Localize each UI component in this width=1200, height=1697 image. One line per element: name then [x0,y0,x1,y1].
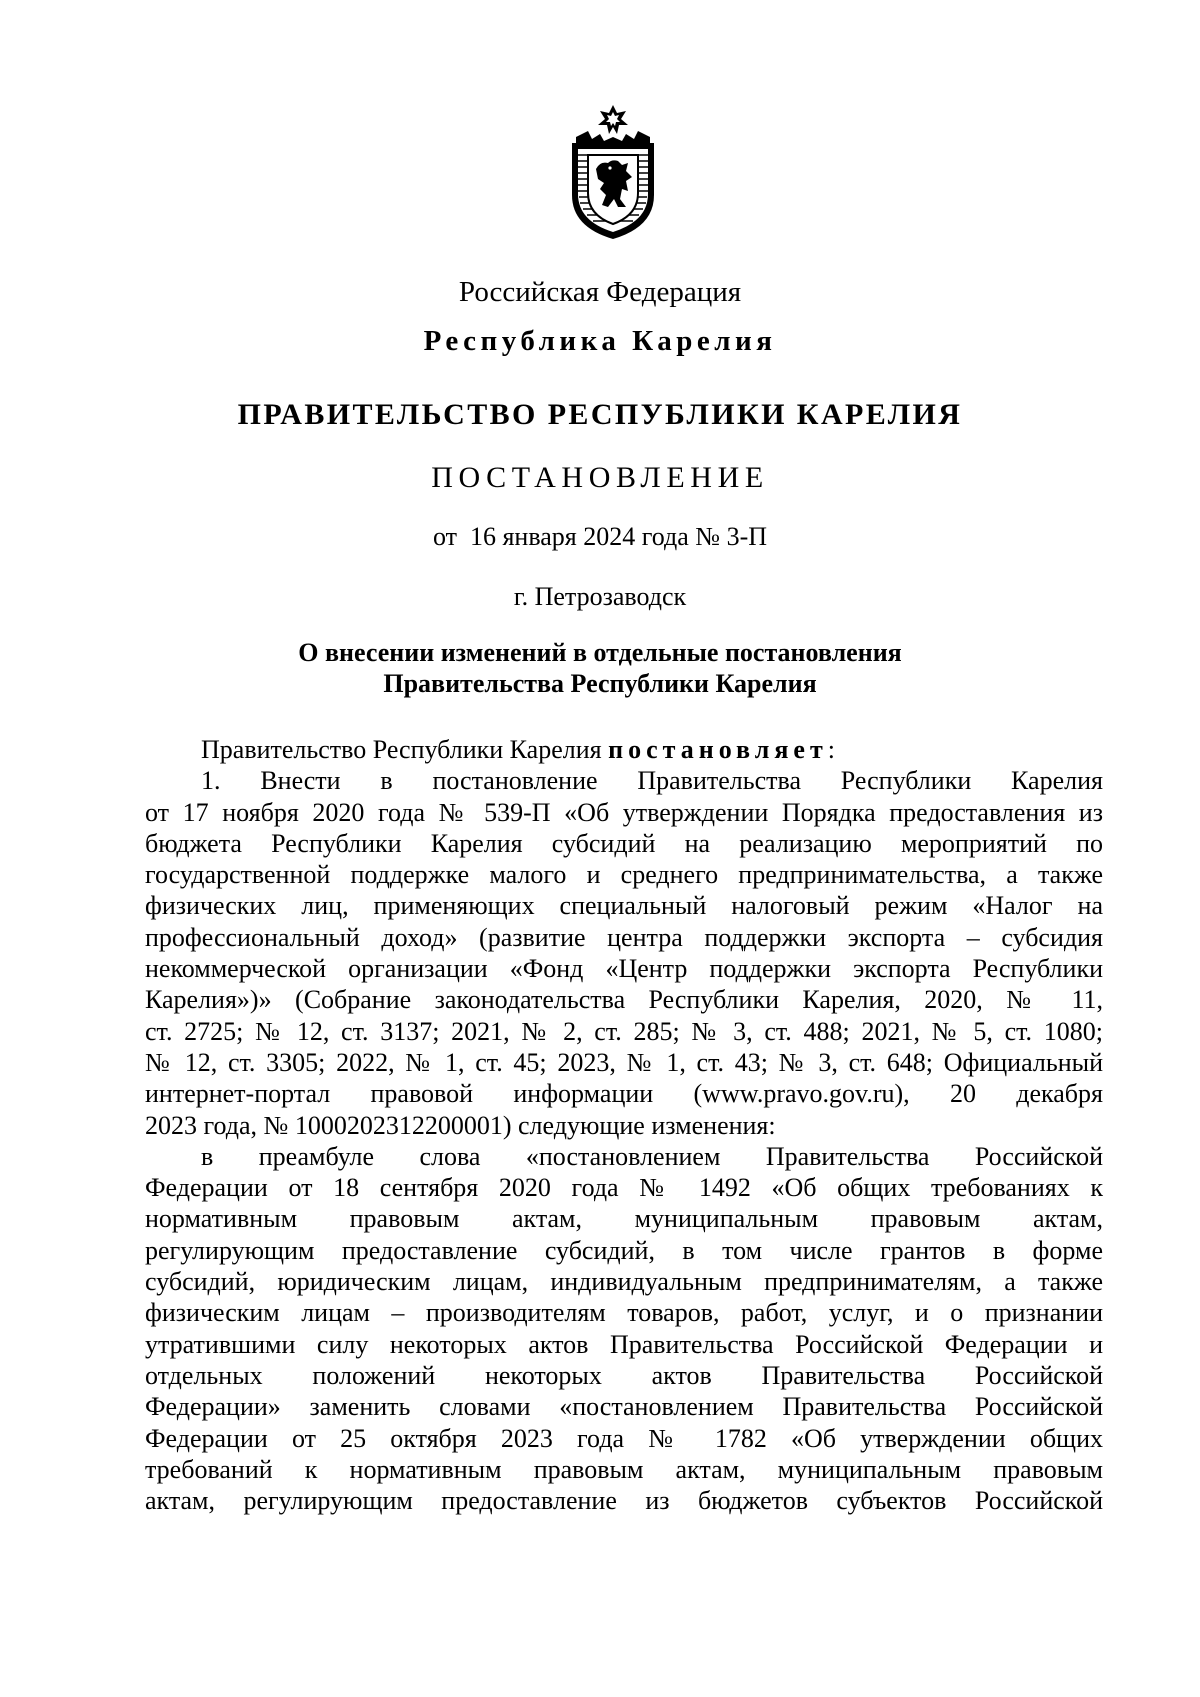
paragraph-line: государственной поддержке малого и среднего предпринимательства, а также [145,860,1103,890]
intro-paragraph [145,734,1103,765]
paragraph-line: субсидий, юридическим лицам, индивидуальным предпринимателям, а также [145,1267,1103,1297]
document-body [145,734,1103,1516]
paragraph-line: нормативным правовым актам, муниципальным правовым актам, [145,1204,1103,1234]
intro-suffix: : [827,735,835,764]
country-name: Российская Федерация [458,276,742,308]
document-type: ПОСТАНОВЛЕНИЕ [431,461,769,494]
paragraph-line: регулирующим предоставление субсидий, в том числе грантов в форме [145,1235,1103,1265]
paragraph-line: от 17 ноября 2020 года № 539-П «Об утверждении Порядка предоставления из [145,797,1103,827]
republic-name: Республика Карелия [423,325,777,357]
document-title-line: Правительства Республики Карелия [383,669,817,698]
paragraph-line: Федерации от 25 октября 2023 года № 1782 «Об утверждении общих [145,1423,1103,1453]
paragraph-line: бюджета Республики Карелия субсидий на реализацию мероприятий по [145,828,1103,858]
paragraph-line: интернет-портал правовой информации (www.pravo.gov.ru), 20 декабря [145,1079,1103,1109]
paragraph-line: ст. 2725; № 12, ст. 3137; 2021, № 2, ст. 285; № 3, ст. 488; 2021, № 5, ст. 1080; [145,1016,1103,1046]
paragraph-line: № 12, ст. 3305; 2022, № 1, ст. 45; 2023, № 1, ст. 43; № 3, ст. 648; Официальный [145,1047,1103,1077]
paragraph-item-2 [145,1141,1103,1517]
paragraph-line: отдельных положений некоторых актов Правительства Российской [145,1360,1103,1390]
document-title-line: О внесении изменений в отдельные постановления [298,638,902,667]
paragraph-line: профессиональный доход» (развитие центра поддержки экспорта – субсидия [145,922,1103,952]
karelia-coat-of-arms-icon [566,103,660,241]
document-city: г. Петрозаводск [513,582,687,611]
intro-keyword: постановляет [608,735,828,764]
document-title [0,637,1200,699]
paragraph-line: некоммерческой организации «Фонд «Центр поддержки экспорта Республики [145,954,1103,984]
paragraph-line: 2023 года, № 1000202312200001) следующие изменения: [145,1110,776,1140]
paragraph-line: Федерации» заменить словами «постановлением Правительства Российской [145,1392,1103,1422]
intro-text: Правительство Республики Карелия [201,735,609,764]
paragraph-line: Федерации от 18 сентября 2020 года № 1492 «Об общих требованиях к [145,1173,1103,1203]
paragraph-line: в преамбуле слова «постановлением Правительства Российской [201,1141,1103,1171]
paragraph-line: утратившими силу некоторых актов Правительства Российской Федерации и [145,1329,1103,1359]
document-date-number: от 16 января 2024 года № 3-П [432,522,768,551]
paragraph-line: актам, регулирующим предоставление из бюджетов субъектов Российской [145,1486,1103,1516]
paragraph-line: физических лиц, применяющих специальный налоговый режим «Налог на [145,891,1103,921]
paragraph-line: Карелия»)» (Собрание законодательства Республики Карелия, 2020, № 11, [145,985,1103,1015]
paragraph-line: требований к нормативным правовым актам, муниципальным правовым [145,1454,1103,1484]
paragraph-item-1 [145,765,1103,1141]
government-name: ПРАВИТЕЛЬСТВО РЕСПУБЛИКИ КАРЕЛИЯ [237,398,963,431]
paragraph-line: 1. Внести в постановление Правительства Республики Карелия [201,766,1103,796]
paragraph-line: физическим лицам – производителям товаров, работ, услуг, и о признании [145,1298,1103,1328]
